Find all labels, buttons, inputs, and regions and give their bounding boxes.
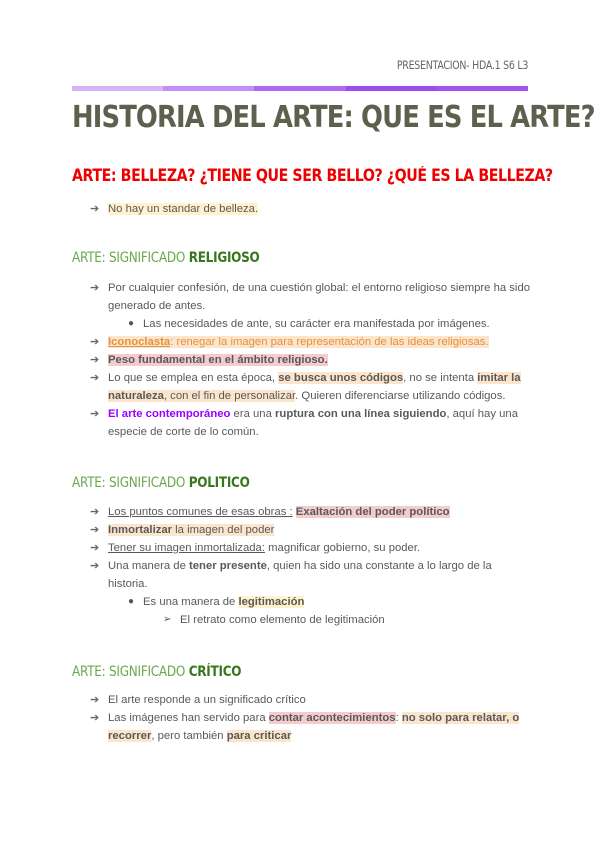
list-item: ➔ Peso fundamental en el ámbito religioso.: [90, 351, 530, 369]
triangle-arrow-icon: ➢: [163, 614, 172, 625]
list-item: ➔ El arte contemporáneo era una ruptura con una línea siguiendo, aquí hay una especie de corte de lo común.: [90, 405, 530, 441]
arrow-icon: ➔: [90, 354, 100, 366]
arrow-icon: ➔: [90, 203, 100, 215]
arrow-icon: ➔: [90, 542, 100, 554]
color-bar-segment: [437, 86, 528, 91]
list-item: ➔ Las imágenes han servido para contar acontecimientos: no solo para relatar, o recorrer, pero también para criticar: [90, 709, 530, 745]
header-code: PRESENTACION- HDA.1 S6 L3: [396, 58, 528, 72]
list-item: ➔ Por cualquier confesión, de una cuestión global: el entorno religioso siempre ha sido generado de antes.: [90, 279, 530, 315]
color-bar-segment: [72, 86, 163, 91]
religioso-heading: ARTE: SIGNIFICADO RELIGIOSO: [72, 250, 260, 266]
politico-heading: ARTE: SIGNIFICADO POLITICO: [72, 475, 250, 491]
list-item: ➔ Lo que se emplea en esta época, se busca unos códigos, no se intenta imitar la naturaleza, con el fin de personalizar. Quieren diferenciarse utilizando códigos.: [90, 369, 530, 405]
color-bar-segment: [163, 86, 254, 91]
arrow-icon: ➔: [90, 408, 100, 420]
belleza-list: [90, 200, 530, 218]
list-item: ➔ Los puntos comunes de esas obras : Exaltación del poder político: [90, 503, 530, 521]
list-item: ➔ El arte responde a un significado crítico: [90, 691, 530, 709]
religioso-list: [90, 279, 530, 441]
arrow-icon: ➔: [90, 336, 100, 348]
list-item: ➔ Tener su imagen inmortalizada: magnificar gobierno, su poder.: [90, 539, 530, 557]
politico-list: [90, 503, 530, 629]
list-item: ➔ No hay un standar de belleza.: [90, 200, 530, 218]
color-bar-segment: [254, 86, 345, 91]
list-subitem: ● Las necesidades de ante, su carácter era manifestada por imágenes.: [90, 315, 530, 333]
list-subitem: ● Es una manera de legitimación: [90, 593, 530, 611]
list-item: ➔ Inmortalizar la imagen del poder: [90, 521, 530, 539]
critico-list: [90, 691, 530, 745]
critico-heading: ARTE: SIGNIFICADO CRÍTICO: [72, 664, 242, 680]
list-subsubitem: ➢ El retrato como elemento de legitimación: [90, 611, 530, 629]
bullet-icon: ●: [128, 318, 135, 329]
arrow-icon: ➔: [90, 524, 100, 536]
arrow-icon: ➔: [90, 506, 100, 518]
arrow-icon: ➔: [90, 282, 100, 294]
arrow-icon: ➔: [90, 372, 100, 384]
belleza-heading: ARTE: BELLEZA? ¿TIENE QUE SER BELLO? ¿QUÉ ES LA BELLEZA?: [72, 166, 553, 185]
list-item: ➔ Una manera de tener presente, quien ha sido una constante a lo largo de la historia.: [90, 557, 530, 593]
page-title: HISTORIA DEL ARTE: QUE ES EL ARTE?: [72, 100, 595, 135]
arrow-icon: ➔: [90, 560, 100, 572]
bullet-icon: ●: [128, 596, 135, 607]
arrow-icon: ➔: [90, 712, 100, 724]
list-item: ➔ Iconoclasta: renegar la imagen para representación de las ideas religiosas.: [90, 333, 530, 351]
header-color-bar: [72, 86, 528, 91]
color-bar-segment: [346, 86, 437, 91]
arrow-icon: ➔: [90, 694, 100, 706]
